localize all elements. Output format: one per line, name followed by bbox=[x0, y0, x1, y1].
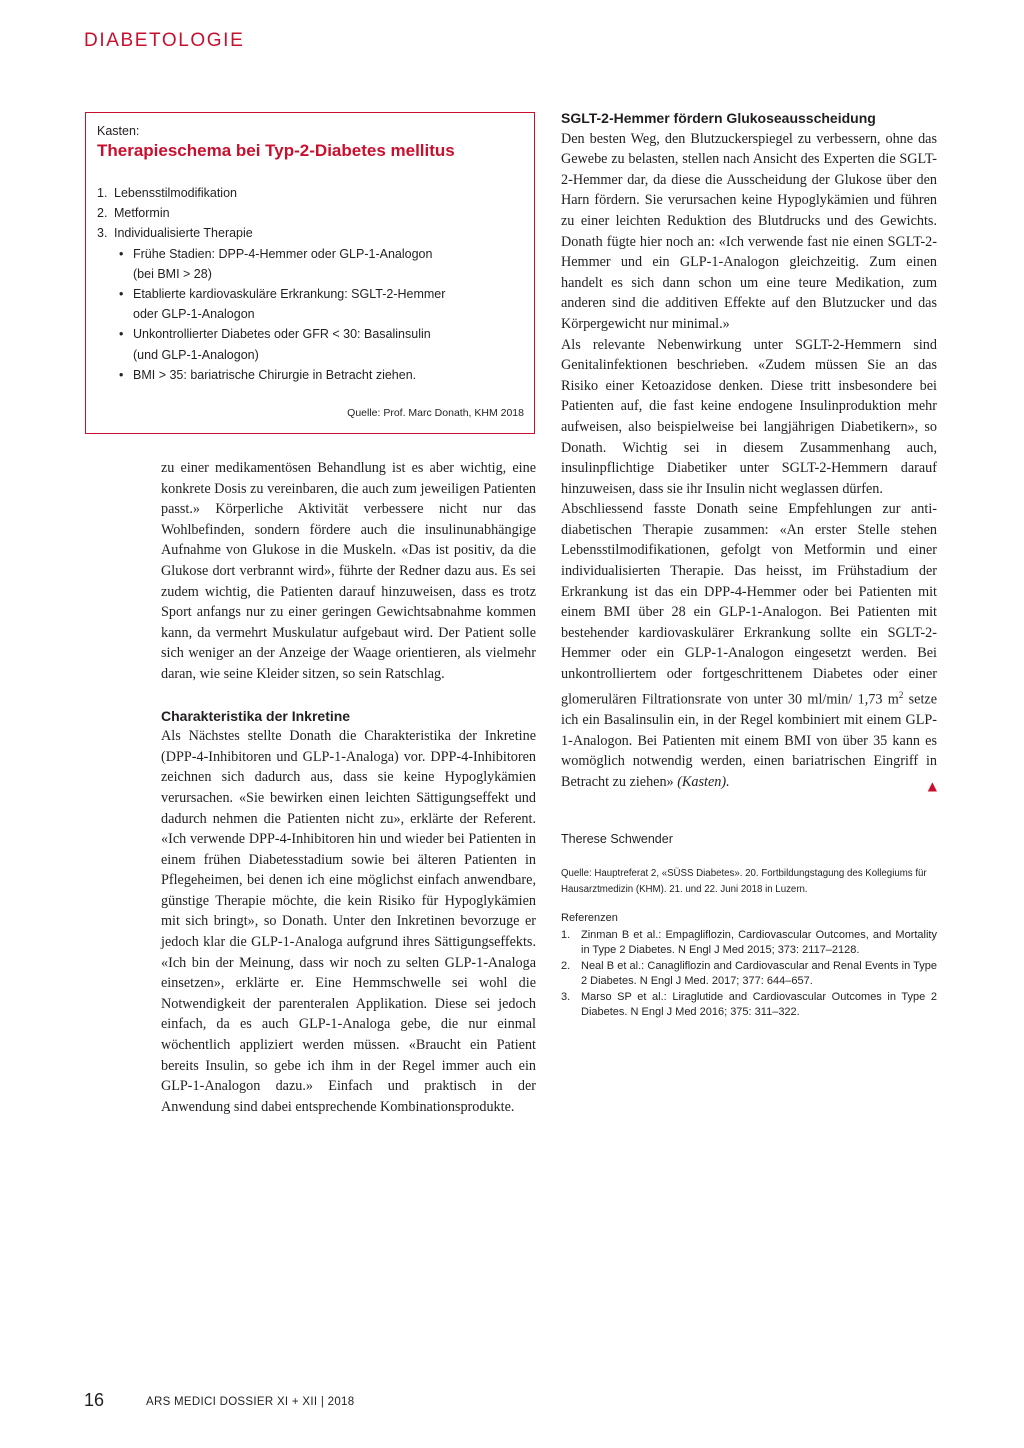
reference-text: Neal B et al.: Canagliflozin and Cardiovascular and Renal Events in Type 2 Diabetes. N Engl J Med. 2017; 377: 644–657. bbox=[581, 959, 937, 988]
reference-text: Zinman B et al.: Empagliflozin, Cardiovascular Outcomes, and Mortality in Type 2 Diabetes. N Engl J Med 2015; 373: 2117–2128. bbox=[581, 929, 937, 957]
sub-list-text: Etablierte kardiovaskuläre Erkrankung: SGLT-2-Hemmer bbox=[133, 287, 446, 302]
references-list bbox=[561, 928, 937, 1020]
sub-list-text: Unkontrollierter Diabetes oder GFR < 30: Basalinsulin bbox=[133, 327, 431, 342]
reference-number: 1. bbox=[561, 929, 571, 941]
list-text: Metformin bbox=[114, 206, 170, 221]
body-paragraph: Als Nächstes stellte Donath die Charakteristika der Inkretine (DPP-4-Inhibitoren und GLP-1-Analoga) vor. DPP-4-Inhibitoren zeichnen sich dadurch aus, dass sie keine Hypoglykämien verursachen. «Sie bewirken einen leichten Sättigungseffekt und dadurch nehmen die Patienten nicht zu», erklärte der Referent. «Ich verwende DPP-4-Inhibitoren hin und wieder bei Patienten in einem frühen Diabetesstadium sowie bei älteren Patienten in Pflegeheimen, bei denen ich eine möglichst einfach anwendbare, günstige Therapie möchte, die kein Risiko für Hypoglykämien mit sich bringt», so Donath. Unter den Inkretinen bevorzuge er jedoch klar die GLP-1-Analoga aufgrund ihres Sättigungseffekts. «Ich bin der Meinung, dass wir noch zu selten GLP-1-Analoga einsetzen», erklärte er. Eine Hemmschwelle sei wohl die Notwendigkeit der parenteralen Applikation. Diese sei jedoch einfach, da es auch GLP-1-Analoga gebe, die nur einmal wöchentlich appliziert werden müssen. «Braucht ein Patient bereits Insulin, so gebe ich ihm in der Regel immer auch ein GLP-1-Analogon dazu.» Einfach und praktisch in der Anwendung sind dabei entsprechende Kombinationsprodukte. bbox=[161, 728, 536, 1115]
source-note: Quelle: Hauptreferat 2, «SÜSS Diabetes». 20. Fortbildungstagung des Kollegiums für Hausarztmedizin (KHM). 21. und 22. Juni 2018 in Luzern. bbox=[561, 868, 927, 895]
reference-number: 3. bbox=[561, 990, 571, 1003]
sub-list-continuation: (und GLP-1-Analogon) bbox=[133, 347, 259, 362]
sub-list-item bbox=[97, 324, 445, 344]
list-number: 2. bbox=[97, 206, 108, 221]
box-reference: (Kasten). bbox=[677, 773, 730, 790]
reference-item bbox=[561, 959, 937, 990]
list-number: 1. bbox=[97, 186, 108, 200]
box-source: Quelle: Prof. Marc Donath, KHM 2018 bbox=[347, 407, 524, 419]
info-box bbox=[85, 112, 535, 434]
sub-list-item bbox=[97, 365, 445, 385]
sub-list-text: BMI > 35: bariatrische Chirurgie in Betracht ziehen. bbox=[133, 367, 417, 382]
section-heading-sglt2: SGLT-2-Hemmer fördern Glukoseausscheidung bbox=[561, 110, 876, 126]
left-column bbox=[161, 458, 536, 1117]
section-heading-inkretine: Charakteristika der Inkretine bbox=[161, 707, 351, 724]
right-column bbox=[561, 108, 937, 796]
box-kicker: Kasten: bbox=[97, 124, 140, 138]
bullet-icon: • bbox=[119, 246, 124, 261]
sub-list-continuation: (bei BMI > 28) bbox=[133, 266, 212, 281]
references-heading: Referenzen bbox=[561, 912, 618, 924]
bullet-icon: • bbox=[119, 287, 124, 302]
reference-item bbox=[561, 928, 937, 959]
reference-item bbox=[561, 990, 937, 1021]
page-number: 16 bbox=[84, 1390, 105, 1410]
body-paragraph: zu einer medikamentösen Behandlung ist es aber wichtig, eine konkrete Dosis zu vereinbaren, die auch zum jeweiligen Patienten passt.» Körperliche Aktivität verbessere nicht nur das Wohlbefinden, sondern fördere auch die insulinunabhängige Aufnahme von Glukose in die Muskeln. «Das ist positiv, da die Glukose dort verbrannt wird», führte der Redner dazu aus. Es sei zudem wichtig, die Patienten darauf hinzuweisen, dass es trotz Sport anfangs nur zu einer geringen Gewichtsabnahme kommen kann, da vermehrt Muskulatur aufgebaut wird. Der Patient solle sich weniger an der Anzeige der Waage orientieren, als vielmehr daran, wie seine Kleider sitzen, so sein Ratschlag. bbox=[161, 460, 536, 682]
superscript: 2 bbox=[898, 689, 904, 700]
sub-list-item bbox=[97, 284, 445, 304]
bullet-icon: • bbox=[119, 367, 124, 382]
list-number: 3. bbox=[97, 226, 108, 241]
list-text: Individualisierte Therapie bbox=[114, 226, 253, 241]
bullet-icon: • bbox=[119, 327, 124, 342]
section-header: DIABETOLOGIE bbox=[84, 30, 245, 51]
author: Therese Schwender bbox=[561, 832, 673, 846]
sub-list-continuation: oder GLP-1-Analogon bbox=[133, 307, 255, 322]
body-paragraph: Als relevante Nebenwirkung unter SGLT-2-Hemmern sind Genitalinfektionen beschrieben. «Zudem müssen Sie an das Risiko einer Ketoazidose denken. Diese tritt insbesondere bei Patienten auf, die fast keine endogene Insulinproduktion mehr aufweisen, also beispielweise bei langjährigen Diabetikern», so Donath. Wichtig sei in diesem Zusammenhang auch, insulinpflichtige Diabetiker unter SGLT-2-Hemmern darauf hinzuweisen, dass sie ihr Insulin nicht weglassen dürfen. bbox=[561, 336, 937, 497]
reference-text: Marso SP et al.: Liraglutide and Cardiovascular Outcomes in Type 2 Diabetes. N Engl J Med 2016; 375: 311–322. bbox=[581, 990, 937, 1019]
list-item bbox=[97, 183, 445, 203]
summary-text-cont: setze ich ein Basalinsulin ein, in der Regel kombiniert mit einem GLP-1-Analogon. Bei Patienten mit einem BMI von über 35 kann es womöglich notwendig werden, einen bariatrischen Eingriff in Betracht zu ziehen» bbox=[561, 691, 937, 790]
body-paragraph-summary bbox=[561, 499, 937, 792]
list-item bbox=[97, 223, 445, 243]
summary-text: Abschliessend fasste Donath seine Empfehlungen zur antidiabetischen Therapie zusammen: «An erster Stelle stehen Lebensstilmodifikationen, gefolgt von Metformin und einer individualisierten Therapie. Das heisst, im Frühstadium der Erkrankung ist das ein DPP-4-Hemmer oder bei Patienten mit einem BMI über 28 ein GLP-1-Analogon. Bei Patienten mit bestehender kardiovaskulärer Erkrankung sollte ein SGLT-2-Hemmer oder ein GLP-1-Analogon eingesetzt werden. Bei unkontrolliertem oder fortgeschrittenem Diabetes oder einer glomerulären Filtrationsrate von unter 30 ml/min/ 1,73 m bbox=[561, 501, 937, 708]
list-item bbox=[97, 203, 445, 223]
sub-list-text: Frühe Stadien: DPP-4-Hemmer oder GLP-1-Analogon bbox=[133, 246, 433, 261]
box-title: Therapieschema bei Typ-2-Diabetes mellitus bbox=[97, 141, 455, 160]
footer-publication: ARS MEDICI DOSSIER XI + XII | 2018 bbox=[146, 1396, 355, 1408]
therapy-list bbox=[97, 183, 445, 385]
sub-list-item bbox=[97, 244, 445, 264]
body-paragraph: Den besten Weg, den Blutzuckerspiegel zu verbessern, ohne das Gewebe zu belasten, stellen nach Ansicht des Experten die SGLT-2-Hemmer dar, da diese die Ausscheidung der Glukose über den Harn fördern. Sie verursachen keine Hypoglykämien und führen zu einer leichten Reduktion des Blutdrucks und des Gewichts. Donath fügte hier noch an: «Ich verwende fast nie einen SGLT-2-Hemmer und ein GLP-1-Analogon gleichzeitig. Zum einen handelt es sich dann schon um eine teure Medikation, zum anderen sind die additiven Effekte auf den Blutzucker und das Körpergewicht nur minimal.» bbox=[561, 130, 937, 332]
end-mark-icon: ▲ bbox=[927, 778, 937, 793]
reference-number: 2. bbox=[561, 959, 571, 972]
list-text: Lebensstilmodifikation bbox=[114, 186, 237, 200]
